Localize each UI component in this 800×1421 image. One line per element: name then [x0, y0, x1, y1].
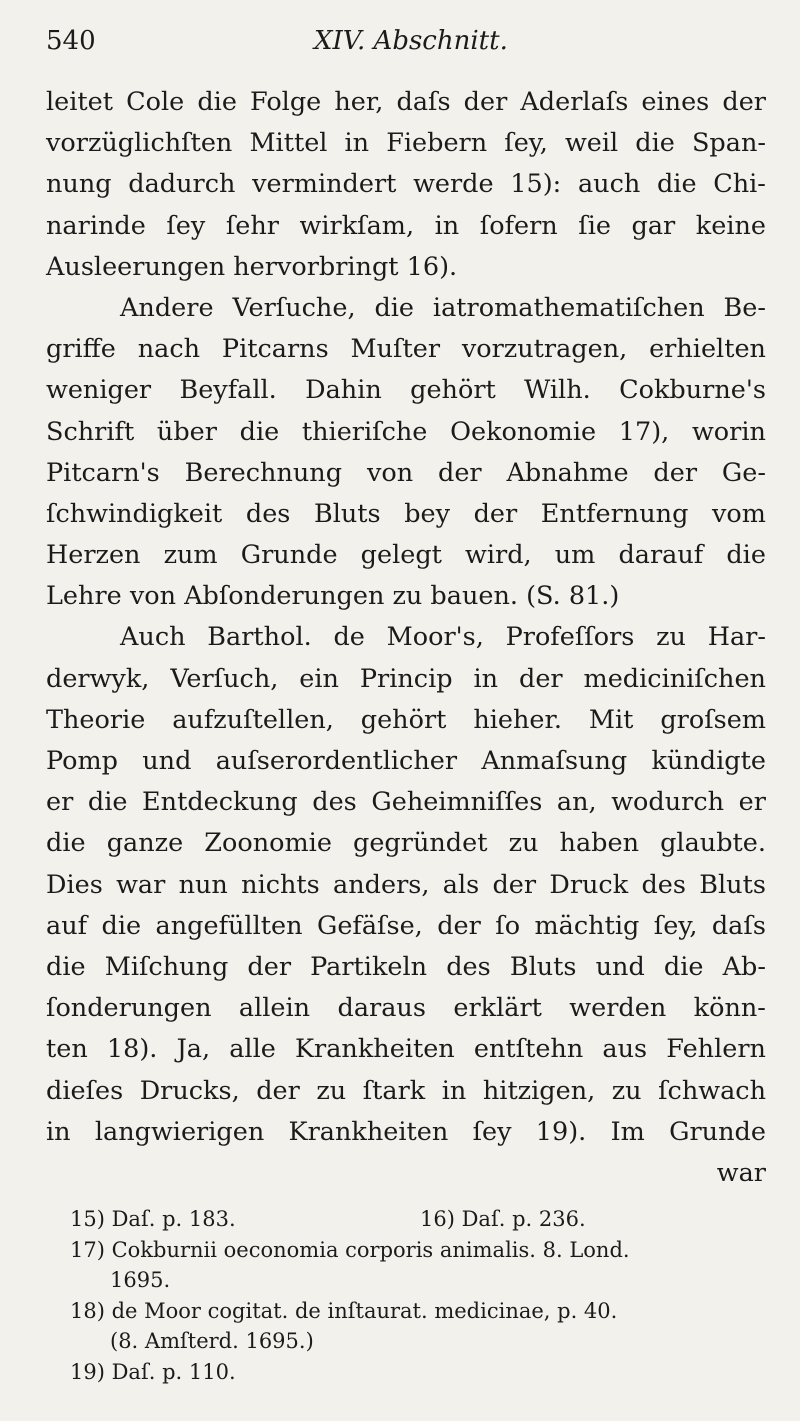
text-line: derwyk, Verſuch, ein Princip in der mediciniſchen [46, 663, 766, 694]
footnote-15: 15) Daſ. p. 183. [70, 1207, 236, 1231]
footnote-18: 18) de Moor cogitat. de inſtaurat. medicinae, p. 40. [70, 1298, 618, 1323]
text-line: griffe nach Pitcarns Muſter vorzutragen, erhielten [46, 334, 766, 365]
footnote-17-continued: 1695. [110, 1268, 171, 1292]
text-line: Pitcarn's Berechnung von der Abnahme der Ge- [46, 457, 766, 488]
text-line: nung dadurch vermindert werde 15): auch die Chi- [46, 169, 766, 200]
text-line: Ausleerungen hervorbringt 16). [46, 251, 458, 282]
text-line: ſonderungen allein daraus erklärt werden könn- [46, 993, 766, 1024]
text-line: die ganze Zoonomie gegründet zu haben glaubte. [46, 828, 766, 859]
footnote-19: 19) Daſ. p. 110. [70, 1359, 236, 1384]
text-line: die Miſchung der Partikeln des Bluts und die Ab- [46, 951, 766, 982]
text-line: weniger Beyfall. Dahin gehört Wilh. Cokburne's [46, 375, 766, 406]
body-text [46, 82, 766, 1194]
text-line: ten 18). Ja, alle Krankheiten entſtehn aus Fehlern [46, 1034, 766, 1065]
text-line: vorzüglichſten Mittel in Fiebern ſey, weil die Span- [46, 128, 766, 159]
footnote-18-continued: (8. Amſterd. 1695.) [110, 1329, 314, 1353]
text-line: ſchwindigkeit des Bluts bey der Entfernung vom [46, 498, 766, 529]
text-line: in langwierigen Krankheiten ſey 19). Im Grunde [46, 1116, 766, 1147]
text-line: Lehre von Abſonderungen zu bauen. (S. 81.) [46, 581, 620, 612]
text-line: Schrift über die thieriſche Oekonomie 17), worin [46, 416, 766, 447]
catchword: war [716, 1157, 766, 1188]
text-line: auf die angefüllten Gefäſse, der ſo mächtig ſey, daſs [46, 910, 766, 941]
footnotes [70, 1204, 770, 1387]
text-line: Herzen zum Grunde gelegt wird, um darauf die [46, 540, 766, 571]
page-header [46, 22, 760, 66]
page-number: 540 [46, 26, 96, 56]
text-line: dieſes Drucks, der zu ſtark in hitzigen, zu ſchwach [46, 1075, 766, 1106]
text-line: Andere Verſuche, die iatromathematiſchen Be- [120, 292, 766, 323]
footnote-16: 16) Daſ. p. 236. [420, 1207, 586, 1231]
text-line: Pomp und auſserordentlicher Anmaſsung kündigte [46, 746, 766, 776]
text-line: er die Entdeckung des Geheimniſſes an, wodurch er [46, 787, 766, 818]
footnote-17: 17) Cokburnii oeconomia corporis animalis. 8. Lond. [70, 1237, 630, 1262]
text-line: Auch Barthol. de Moor's, Profeſſors zu Har- [120, 622, 766, 653]
text-line: leitet Cole die Folge her, daſs der Aderlaſs eines der [46, 87, 766, 117]
text-line: Theorie aufzuſtellen, gehört hieher. Mit groſsem [46, 704, 766, 735]
text-line: narinde ſey ſehr wirkſam, in ſofern ſie gar keine [46, 210, 766, 241]
text-line: Dies war nun nichts anders, als der Druck des Bluts [46, 869, 766, 900]
running-title: XIV. Abschnitt. [314, 26, 508, 56]
